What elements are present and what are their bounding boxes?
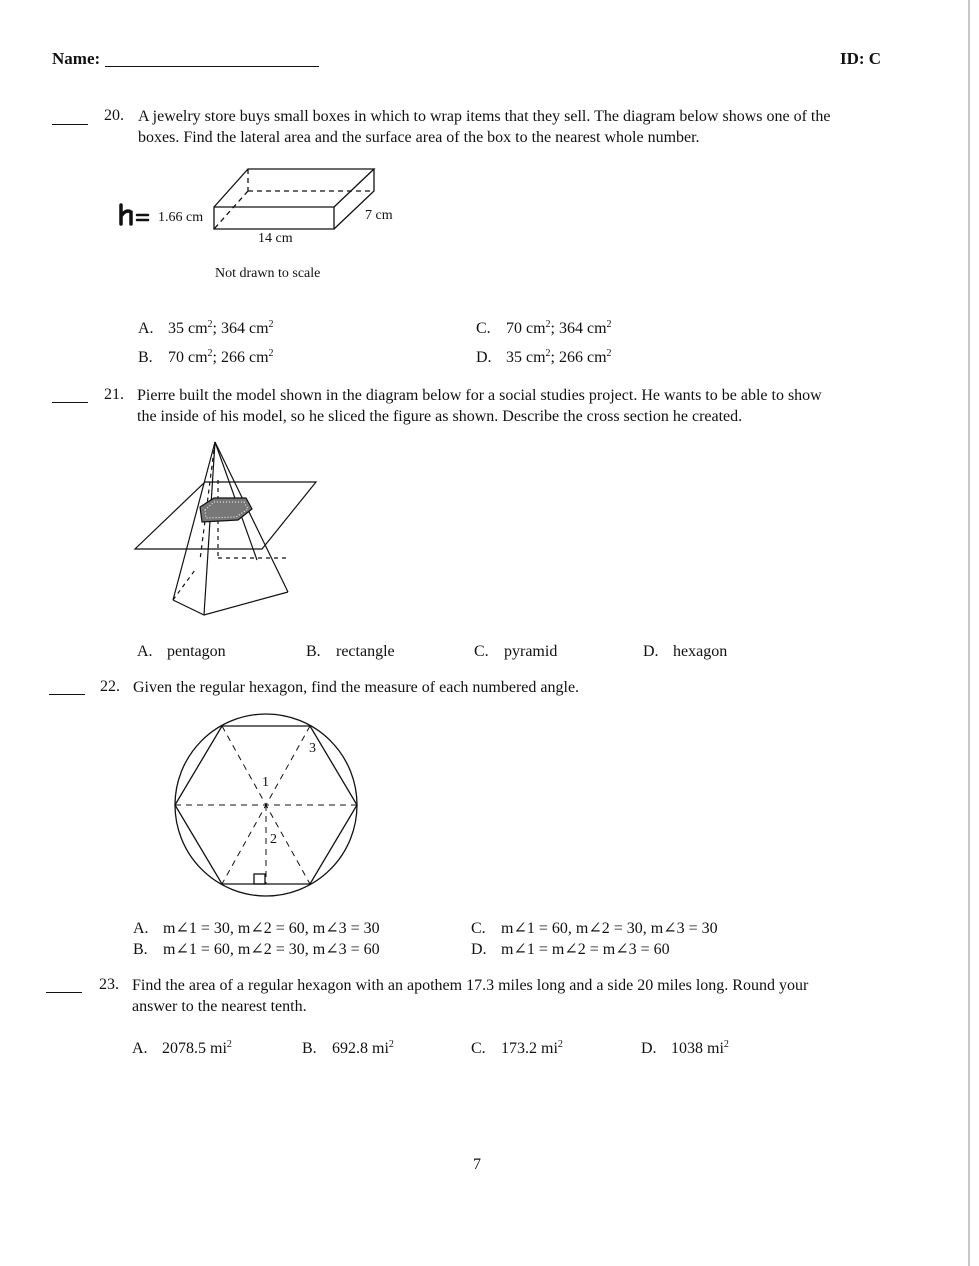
box-height-label: 1.66 cm <box>158 210 204 225</box>
id-label: ID: C <box>840 49 882 68</box>
choice-letter: B. <box>306 643 321 660</box>
choice-text: 1038 mi <box>671 1040 724 1057</box>
exponent: 2 <box>268 348 274 359</box>
question-number-23: 23. <box>99 976 119 993</box>
surface-area-value: 266 cm <box>221 349 269 366</box>
hexagon-diagonals <box>175 726 357 884</box>
exponent: 2 <box>606 348 612 359</box>
lateral-area-value: 70 cm <box>168 349 208 366</box>
question-22-text-line1: Given the regular hexagon, find the measure of each numbered angle. <box>133 679 580 696</box>
choice-letter: A. <box>132 1040 148 1057</box>
choice-letter: B. <box>138 349 153 366</box>
choice-text: hexagon <box>673 643 728 660</box>
choice-letter: C. <box>476 320 491 337</box>
exponent: 2 <box>545 348 551 359</box>
figure-caption: Not drawn to scale <box>215 266 321 281</box>
exponent: 2 <box>545 319 551 330</box>
choice-22-A[interactable] <box>133 918 380 938</box>
question-20-text-line1: A jewelry store buys small boxes in which to wrap items that they sell. The diagram below shows one of the <box>138 108 831 125</box>
choice-23-C[interactable] <box>471 1039 563 1058</box>
choice-23-D[interactable] <box>641 1039 729 1058</box>
question-23-text-line2: answer to the nearest tenth. <box>132 998 307 1015</box>
choice-text: 692.8 mi <box>332 1040 389 1057</box>
choice-letter: B. <box>133 941 148 958</box>
exponent: 2 <box>723 1039 729 1050</box>
surface-area-value: 364 cm <box>221 320 269 337</box>
question-number-20: 20. <box>104 107 124 124</box>
choice-text: pyramid <box>504 643 558 660</box>
choice-letter: D. <box>643 643 659 660</box>
exponent: 2 <box>207 319 213 330</box>
choice-letter: A. <box>133 920 149 937</box>
choice-text: m∠1 = 60, m∠2 = 30, m∠3 = 60 <box>163 941 380 958</box>
choice-letter: B. <box>302 1040 317 1057</box>
choice-text: pentagon <box>167 643 226 660</box>
choice-text: m∠1 = 60, m∠2 = 30, m∠3 = 30 <box>501 920 718 937</box>
choice-letter: A. <box>137 643 153 660</box>
angle-2-label: 2 <box>270 832 277 847</box>
answer-blank-23[interactable] <box>46 992 82 993</box>
page-number: 7 <box>473 1156 481 1173</box>
question-number-21: 21. <box>104 386 124 403</box>
choice-text: m∠1 = 30, m∠2 = 60, m∠3 = 30 <box>163 920 380 937</box>
question-23-text-line1: Find the area of a regular hexagon with an apothem 17.3 miles long and a side 20 miles long. Round your <box>132 977 809 994</box>
choice-20-A[interactable]: A. 35 $cm^2$; 364 $cm^2$ <box>138 319 274 337</box>
choice-20-B[interactable]: B. 70 $cm^2$; 266 $cm^2$ <box>138 348 274 366</box>
choice-20-D[interactable]: D. 35 $cm^2$; 266 $cm^2$ <box>476 348 612 366</box>
question-number-22: 22. <box>100 678 120 695</box>
choice-23-B[interactable] <box>302 1039 394 1058</box>
choice-20-C[interactable]: C. 70 $cm^2$; 364 $cm^2$ <box>476 319 612 337</box>
choice-letter: C. <box>474 643 489 660</box>
angle-3-label: 3 <box>309 741 316 756</box>
surface-area-value: 364 cm <box>559 320 607 337</box>
choice-22-C[interactable] <box>471 918 718 938</box>
choice-text: rectangle <box>336 643 395 660</box>
name-label: Name: <box>52 49 101 68</box>
choice-text: m∠1 = m∠2 = m∠3 = 60 <box>501 941 670 958</box>
exponent: 2 <box>268 319 274 330</box>
lateral-area-value: 35 cm <box>168 320 208 337</box>
surface-area-value: 266 cm <box>559 349 607 366</box>
choice-text: 173.2 mi <box>501 1040 558 1057</box>
exponent: 2 <box>557 1039 563 1050</box>
angle-1-label: 1 <box>262 775 269 790</box>
choice-22-D[interactable] <box>471 939 670 959</box>
right-angle-marker <box>254 874 265 884</box>
exponent: 2 <box>606 319 612 330</box>
choice-text: 2078.5 mi <box>162 1040 227 1057</box>
lateral-area-value: 70 cm <box>506 320 546 337</box>
exponent: 2 <box>226 1039 232 1050</box>
question-21-text-line2: the inside of his model, so he sliced the figure as shown. Describe the cross section he created. <box>137 408 743 425</box>
lateral-area-value: 35 cm <box>506 349 546 366</box>
choice-letter: D. <box>476 349 492 366</box>
choice-letter: C. <box>471 1040 486 1057</box>
choice-23-A[interactable] <box>132 1039 232 1058</box>
choice-letter: A. <box>138 320 154 337</box>
choice-letter: D. <box>641 1040 657 1057</box>
exponent: 2 <box>207 348 213 359</box>
question-21-text-line1: Pierre built the model shown in the diagram below for a social studies project. He wants to be able to show <box>137 387 822 404</box>
exponent: 2 <box>388 1039 394 1050</box>
box-length-label: 14 cm <box>258 231 293 246</box>
choice-22-B[interactable] <box>133 939 380 959</box>
choice-letter: D. <box>471 941 487 958</box>
box-depth-label: 7 cm <box>365 208 393 223</box>
choice-letter: C. <box>471 920 486 937</box>
question-20-text-line2: boxes. Find the lateral area and the surface area of the box to the nearest whole number. <box>138 129 700 146</box>
